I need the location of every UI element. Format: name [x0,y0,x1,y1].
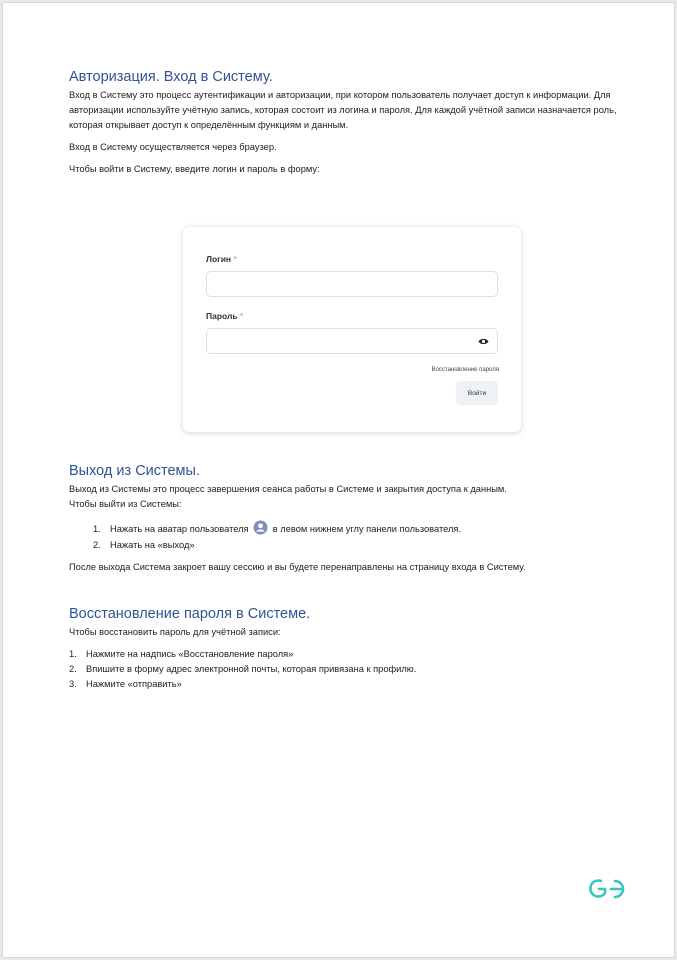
section-password-recovery [69,605,629,692]
required-mark: * [240,311,244,321]
list-item: 1. Нажать на аватар пользователя в левом нижнем углу панели пользователя. [93,520,629,538]
login-input[interactable] [206,271,498,297]
login-label: Логин * [206,254,237,264]
required-mark: * [233,254,237,264]
paragraph-enter-credentials: Чтобы войти в Систему, введите логин и пароль в форму: [69,164,320,174]
section-logout [69,462,629,575]
section-login [69,68,629,177]
heading-recovery: Восстановление пароля в Системе. [69,606,311,622]
list-item: 2. Впишите в форму адрес электронной почты, которая привязана к профилю. [69,664,417,674]
login-form-card [183,227,521,432]
paragraph-login-intro: Вход в Систему это процесс аутентификации и авторизации, при котором пользователь получает доступ к информации. Для авторизации используйте учётную запись, которая состоит из логина и пароля. Для каждой учётной записи назначается роль, которая открывает доступ к определённым функциям и данным. [69,90,617,130]
password-label: Пароль * [206,311,244,321]
paragraph-recovery-intro: Чтобы восстановить пароль для учётной записи: [69,627,281,637]
avatar-icon [253,520,268,535]
login-button[interactable]: Войти [456,381,498,405]
paragraph-logout-steps: Чтобы выйти из Системы: [69,499,182,509]
eye-icon[interactable] [478,337,489,346]
list-item: 3. Нажмите «отправить» [69,679,182,689]
list-item: 2. Нажать на «выход» [93,540,195,550]
company-logo [586,876,630,902]
recovery-steps-list [69,647,629,692]
document-page [2,2,675,958]
paragraph-browser: Вход в Систему осуществляется через браузер. [69,142,277,152]
paragraph-logout-intro: Выход из Системы это процесс завершения сеанса работы в Системе и закрытия доступа к данным. [69,484,507,494]
password-input[interactable] [206,328,498,354]
paragraph-after-logout: После выхода Система закроет вашу сессию и вы будете перенаправлены на страницу входа в Систему. [69,562,526,572]
heading-login: Авторизация. Вход в Систему. [69,69,273,85]
logout-steps-list [93,520,629,553]
heading-logout: Выход из Системы. [69,463,200,479]
list-item: 1. Нажмите на надпись «Восстановление пароля» [69,649,294,659]
forgot-password-link[interactable]: Восстановление пароля [431,367,499,373]
